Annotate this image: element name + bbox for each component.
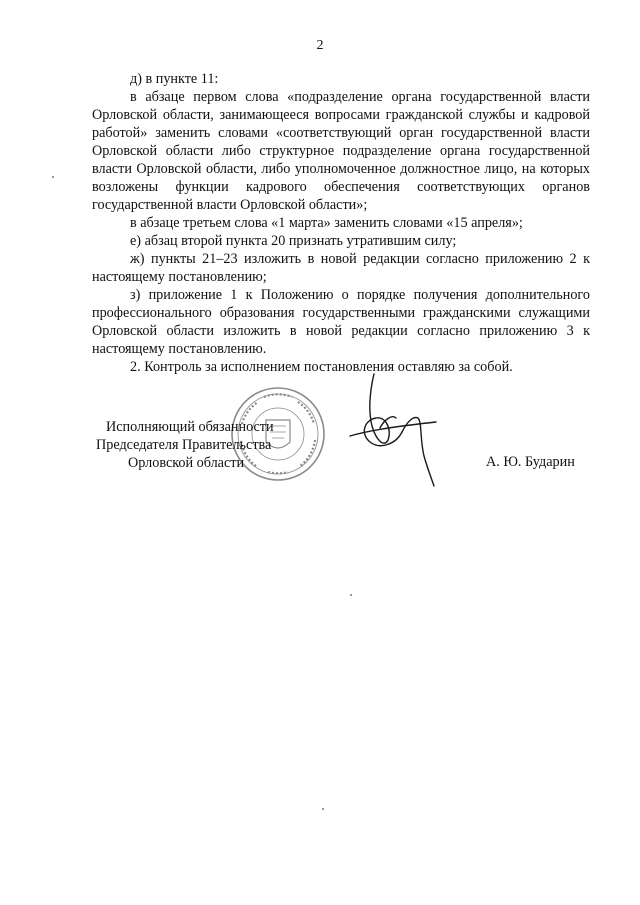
signatory-title-line1: Исполняющий обязанности <box>106 419 274 435</box>
paragraph-control: 2. Контроль за исполнением постановления оставляю за собой. <box>130 359 513 375</box>
paragraph-d: д) в пункте 11: <box>130 71 219 87</box>
paragraph-third-abzac: в абзаце третьем слова «1 марта» заменить словами «15 апреля»; <box>130 215 523 231</box>
handwritten-signature-icon <box>340 370 450 490</box>
signatory-name: А. Ю. Бударин <box>486 454 575 470</box>
document-body <box>92 70 590 376</box>
scan-speck <box>350 594 352 596</box>
paragraph-zh: ж) пункты 21–23 изложить в новой редакции согласно приложению 2 к настоящему постановлению; <box>92 251 590 285</box>
paragraph-z: з) приложение 1 к Положению о порядке получения дополнительного профессионального образования государственными гражданскими служащими Орловской области изложить в новой редакции согласно приложению 3 к настоящему постановлению. <box>92 287 590 357</box>
scan-speck <box>52 176 54 178</box>
signatory-title-line3: Орловской области <box>128 455 245 471</box>
page-number: 2 <box>316 38 324 53</box>
paragraph-first-abzac: в абзаце первом слова «подразделение органа государственной власти Орловской области, занимающееся вопросами гражданской службы и кадровой работой» заменить словами «соответствующий орган государственной власти Орловской области либо структурное подразделение органа государственной власти Орловской области, либо уполномоченное должностное лицо, на которых возложены функции кадрового обеспечения соответствующих органов государственной власти Орловской области»; <box>92 89 590 213</box>
signatory-title <box>92 418 312 472</box>
paragraph-e: е) абзац второй пункта 20 признать утратившим силу; <box>130 233 457 249</box>
scan-speck <box>322 808 324 810</box>
signatory-title-line2: Председателя Правительства <box>96 437 272 453</box>
